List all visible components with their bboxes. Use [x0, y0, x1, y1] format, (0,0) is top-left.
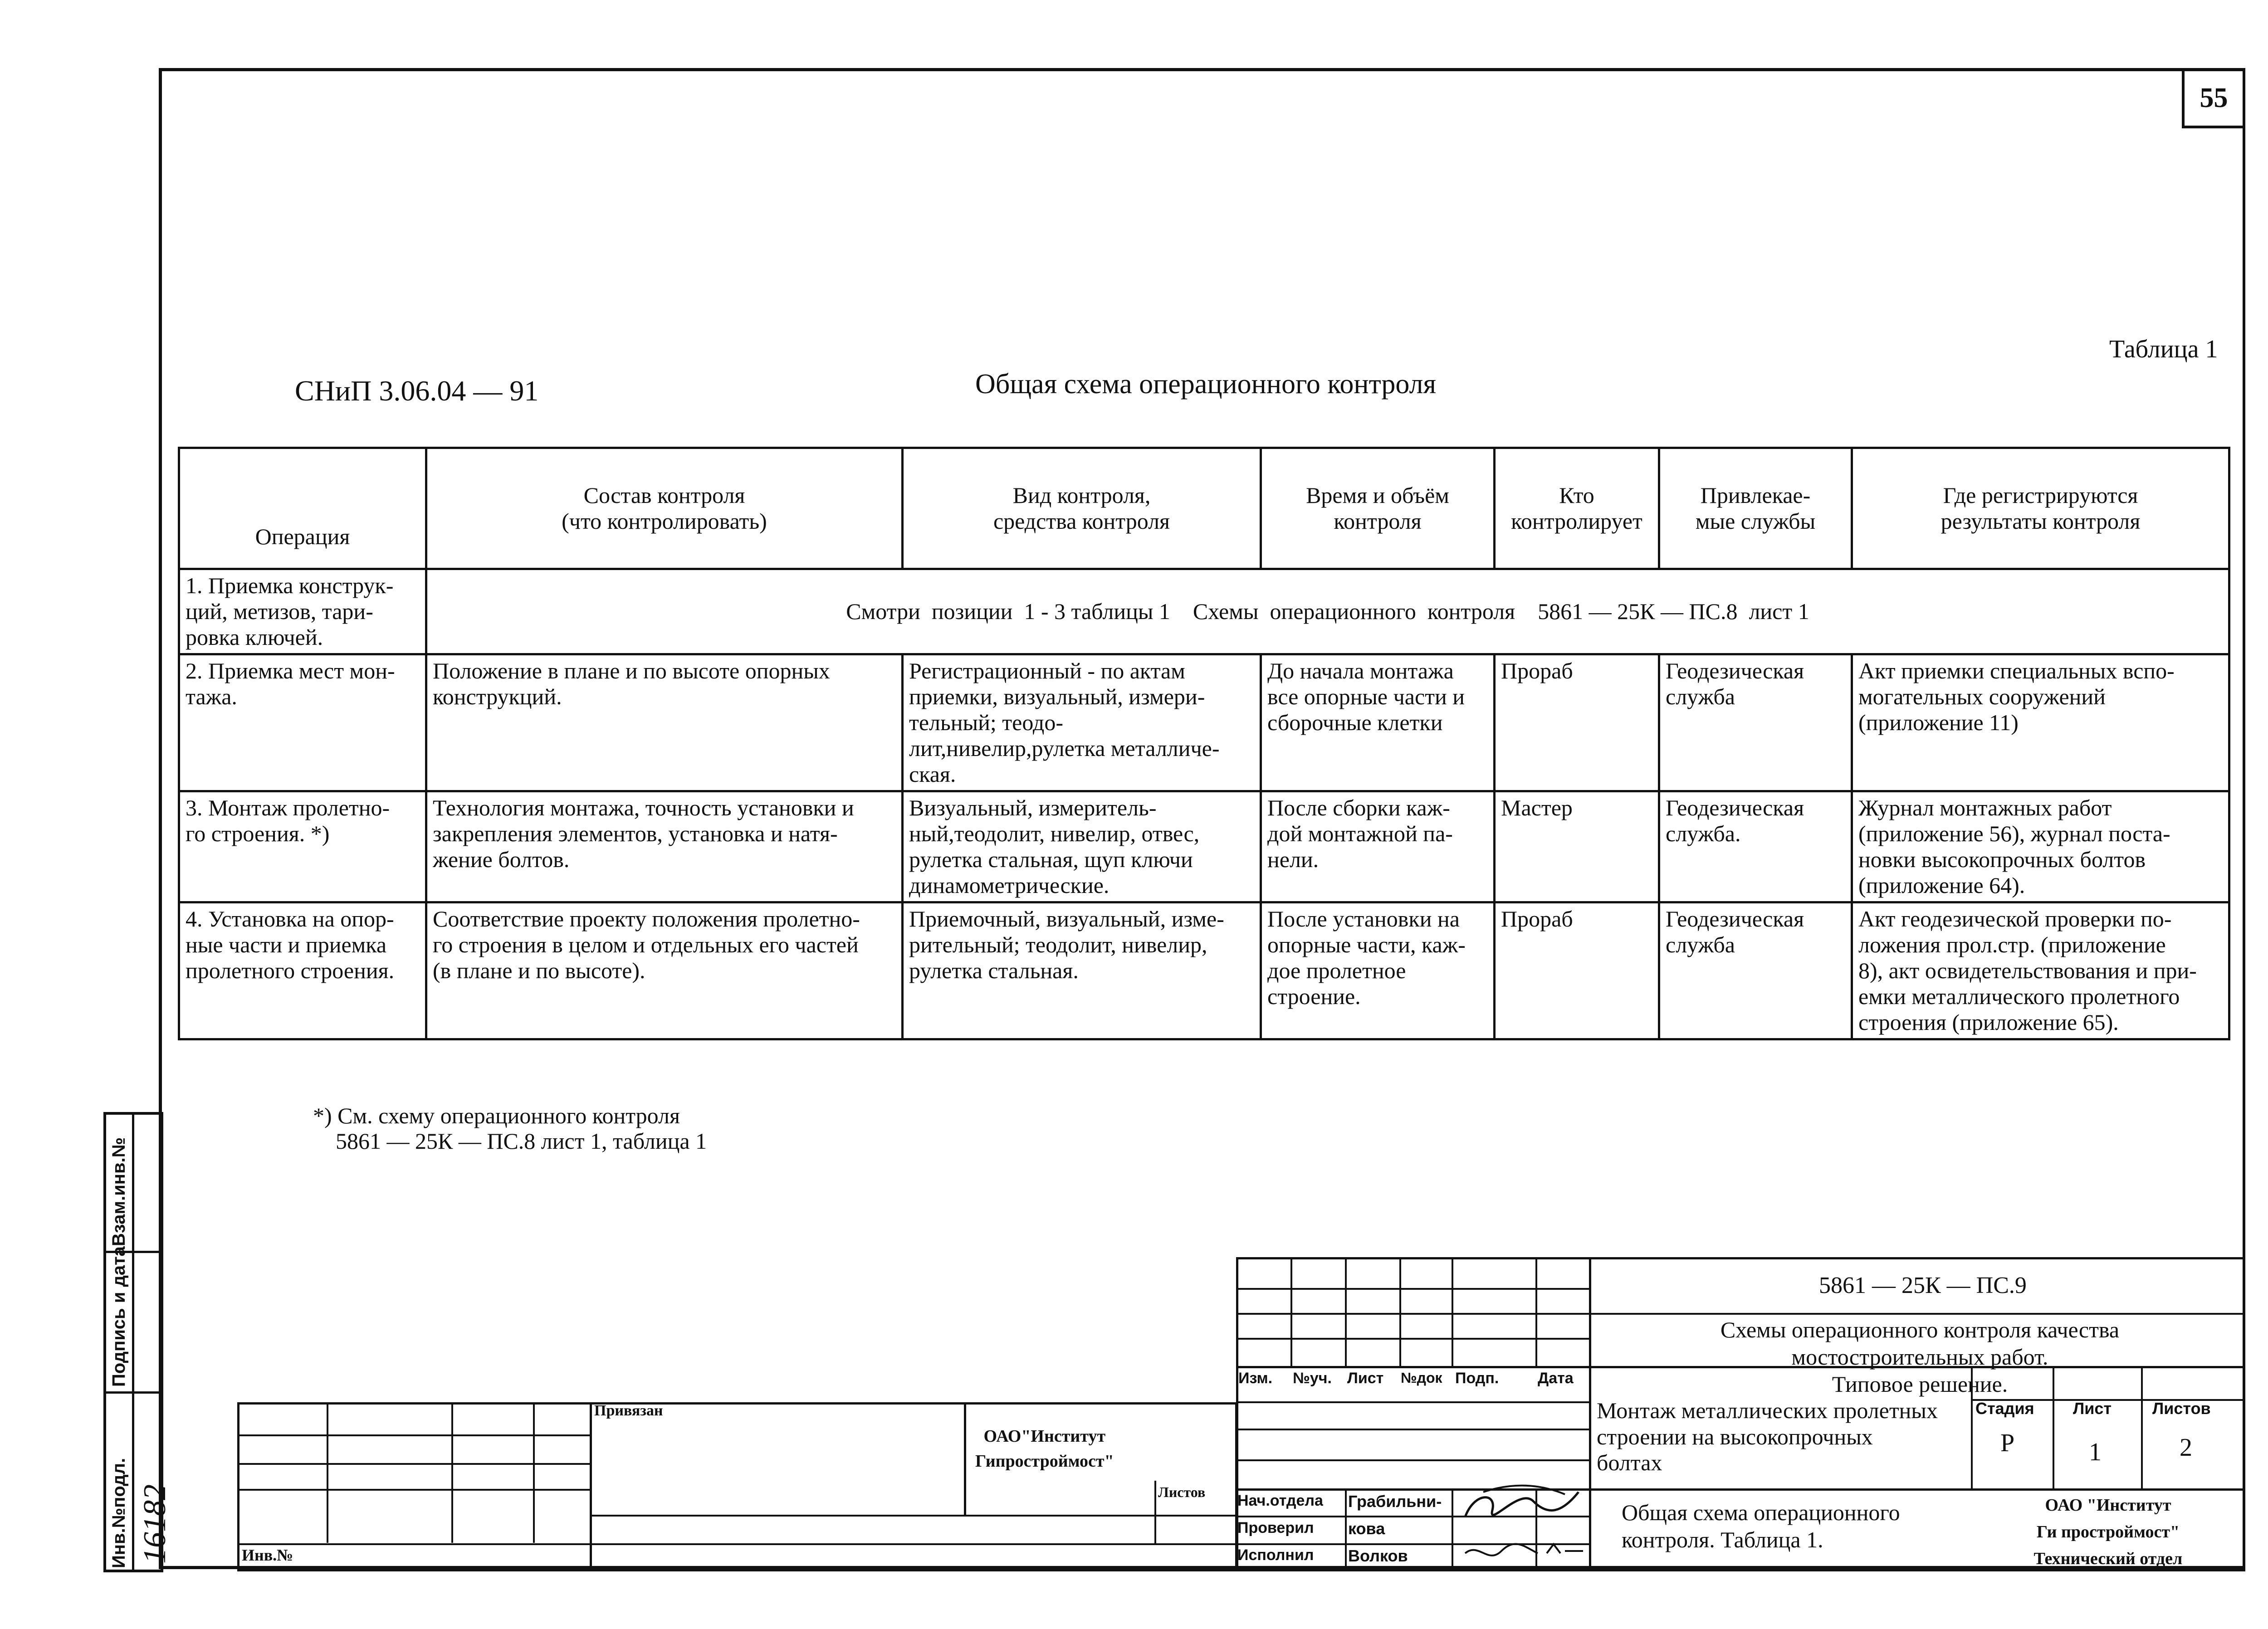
- table-row: [179, 654, 2229, 791]
- doc-code: СНиП 3.06.04 — 91: [295, 375, 539, 407]
- cell-merged-reference: Смотри позиции 1 - 3 таблицы 1 Схемы операционного контроля 5861 — 25К — ПС.8 лист 1: [426, 569, 2229, 654]
- sheets-header: Листов: [2152, 1399, 2211, 1418]
- cell: Геодезическая служба: [1659, 902, 1852, 1039]
- binding-label: Привязан: [594, 1402, 663, 1419]
- cell-operation: 1. Приемка конструк- ций, метизов, тари- ровка ключей.: [179, 569, 426, 654]
- header-registration: Где регистрируются результаты контроля: [1852, 448, 2229, 569]
- cell: Мастер: [1495, 791, 1659, 902]
- rev-header-date: Дата: [1538, 1370, 1574, 1387]
- signature-marks: [1456, 1474, 1592, 1569]
- role-head-name: Грабильни-: [1348, 1492, 1442, 1511]
- doc-title: Схемы операционного контроля качества мостостроительных работ. Типовое решение.: [1720, 1317, 2120, 1397]
- cell: Геодезическая служба: [1659, 654, 1852, 791]
- table-row: [179, 791, 2229, 902]
- role-checked: Проверил: [1237, 1519, 1314, 1536]
- table-label: Таблица 1: [2109, 335, 2218, 363]
- cell: Регистрационный - по актам приемки, визуальный, измери- тельный; теодо- лит,нивелир,рулетка металличе- ская.: [903, 654, 1261, 791]
- cell: Акт приемки специальных вспо- могательных сооружений (приложение 11): [1852, 654, 2229, 791]
- object-title: Монтаж металлических пролетных строении на высокопрочных болтах: [1597, 1398, 1938, 1475]
- footnote: *) См. схему операционного контроля 5861 — 25К — ПС.8 лист 1, таблица 1: [313, 1103, 707, 1154]
- header-control-type: Вид контроля, средства контроля: [903, 448, 1261, 569]
- table-row: [179, 902, 2229, 1039]
- cell: Акт геодезической проверки по- ложения прол.стр. (приложение 8), акт освидетельствования и при- емки металлического пролетного строения (приложение 65).: [1852, 902, 2229, 1039]
- cell: Прораб: [1495, 654, 1659, 791]
- inv-no-label: Инв.№: [242, 1546, 293, 1564]
- header-controller: Кто контролирует: [1495, 448, 1659, 569]
- role-checked-name: кова: [1348, 1519, 1385, 1538]
- role-executed: Исполнил: [1237, 1546, 1314, 1564]
- org-left: ОАО"Институт Гипростроймост": [975, 1427, 1114, 1471]
- cell: 4. Установка на опор- ные части и приемка пролетного строения.: [179, 902, 426, 1039]
- role-head: Нач.отдела: [1237, 1492, 1323, 1509]
- sheets-small-label: Листов: [1158, 1484, 1206, 1500]
- header-operation: Операция: [179, 448, 426, 569]
- cell: Журнал монтажных работ (приложение 56), журнал поста- новки высокопрочных болтов (приложение 64).: [1852, 791, 2229, 902]
- cell: После сборки каж- дой монтажной па- нели.: [1261, 791, 1495, 902]
- stage-header: Стадия: [1975, 1399, 2034, 1418]
- cell: Приемочный, визуальный, изме- рительный; теодолит, нивелир, рулетка стальная.: [903, 902, 1261, 1039]
- sheet-value: 1: [2089, 1438, 2102, 1466]
- header-services: Привлекае- мые службы: [1659, 448, 1852, 569]
- sheet-title: Общая схема операционного контроля. Таблица 1.: [1622, 1500, 1900, 1552]
- sheet-header: Лист: [2073, 1399, 2112, 1418]
- page-title: Общая схема операционного контроля: [975, 369, 1437, 400]
- table-header-row: [179, 448, 2229, 569]
- header-time-volume: Время и объём контроля: [1261, 448, 1495, 569]
- cell: Технология монтажа, точность установки и закрепления элементов, установка и натя- жение болтов.: [426, 791, 903, 902]
- inv-number: 16182: [137, 1484, 172, 1564]
- table-row: [179, 569, 2229, 654]
- cell: 2. Приемка мест мон- тажа.: [179, 654, 426, 791]
- signature-date-label: Подпись и дата: [109, 1246, 129, 1387]
- cell: Положение в плане и по высоте опорных конструкций.: [426, 654, 903, 791]
- rev-header-nuch: №уч.: [1293, 1370, 1332, 1387]
- vzam-inv-label: Взам.инв.№: [109, 1137, 129, 1246]
- org-right: ОАО "Институт Ги простроймост" Технический отдел: [2033, 1496, 2183, 1568]
- side-stamp: [103, 1112, 172, 1572]
- cell: Визуальный, измеритель- ный,теодолит, нивелир, отвес, рулетка стальная, щуп ключи динамометрические.: [903, 791, 1261, 902]
- page-number: 55: [2182, 70, 2243, 128]
- cell: До начала монтажа все опорные части и сборочные клетки: [1261, 654, 1495, 791]
- doc-number: 5861 — 25К — ПС.9: [1819, 1273, 2027, 1298]
- role-executed-name: Волков: [1348, 1546, 1408, 1565]
- cell: Геодезическая служба.: [1659, 791, 1852, 902]
- operations-table: [178, 447, 2230, 1040]
- rev-header-podp: Подп.: [1455, 1370, 1499, 1387]
- cell: 3. Монтаж пролетно- го строения. *): [179, 791, 426, 902]
- rev-header-list: Лист: [1347, 1370, 1384, 1387]
- cell: После установки на опорные части, каж- дое пролетное строение.: [1261, 902, 1495, 1039]
- cell: Прораб: [1495, 902, 1659, 1039]
- stage-value: Р: [2000, 1429, 2015, 1457]
- sheets-value: 2: [2180, 1434, 2192, 1462]
- cell: Соответствие проекту положения пролетно- го строения в целом и отдельных его частей (в плане и по высоте).: [426, 902, 903, 1039]
- header-control-content: Состав контроля (что контролировать): [426, 448, 903, 569]
- rev-header-ndok: №док: [1401, 1370, 1442, 1386]
- inv-podl-label: Инв.№подл.: [109, 1458, 129, 1568]
- rev-header-izm: Изм.: [1238, 1370, 1273, 1387]
